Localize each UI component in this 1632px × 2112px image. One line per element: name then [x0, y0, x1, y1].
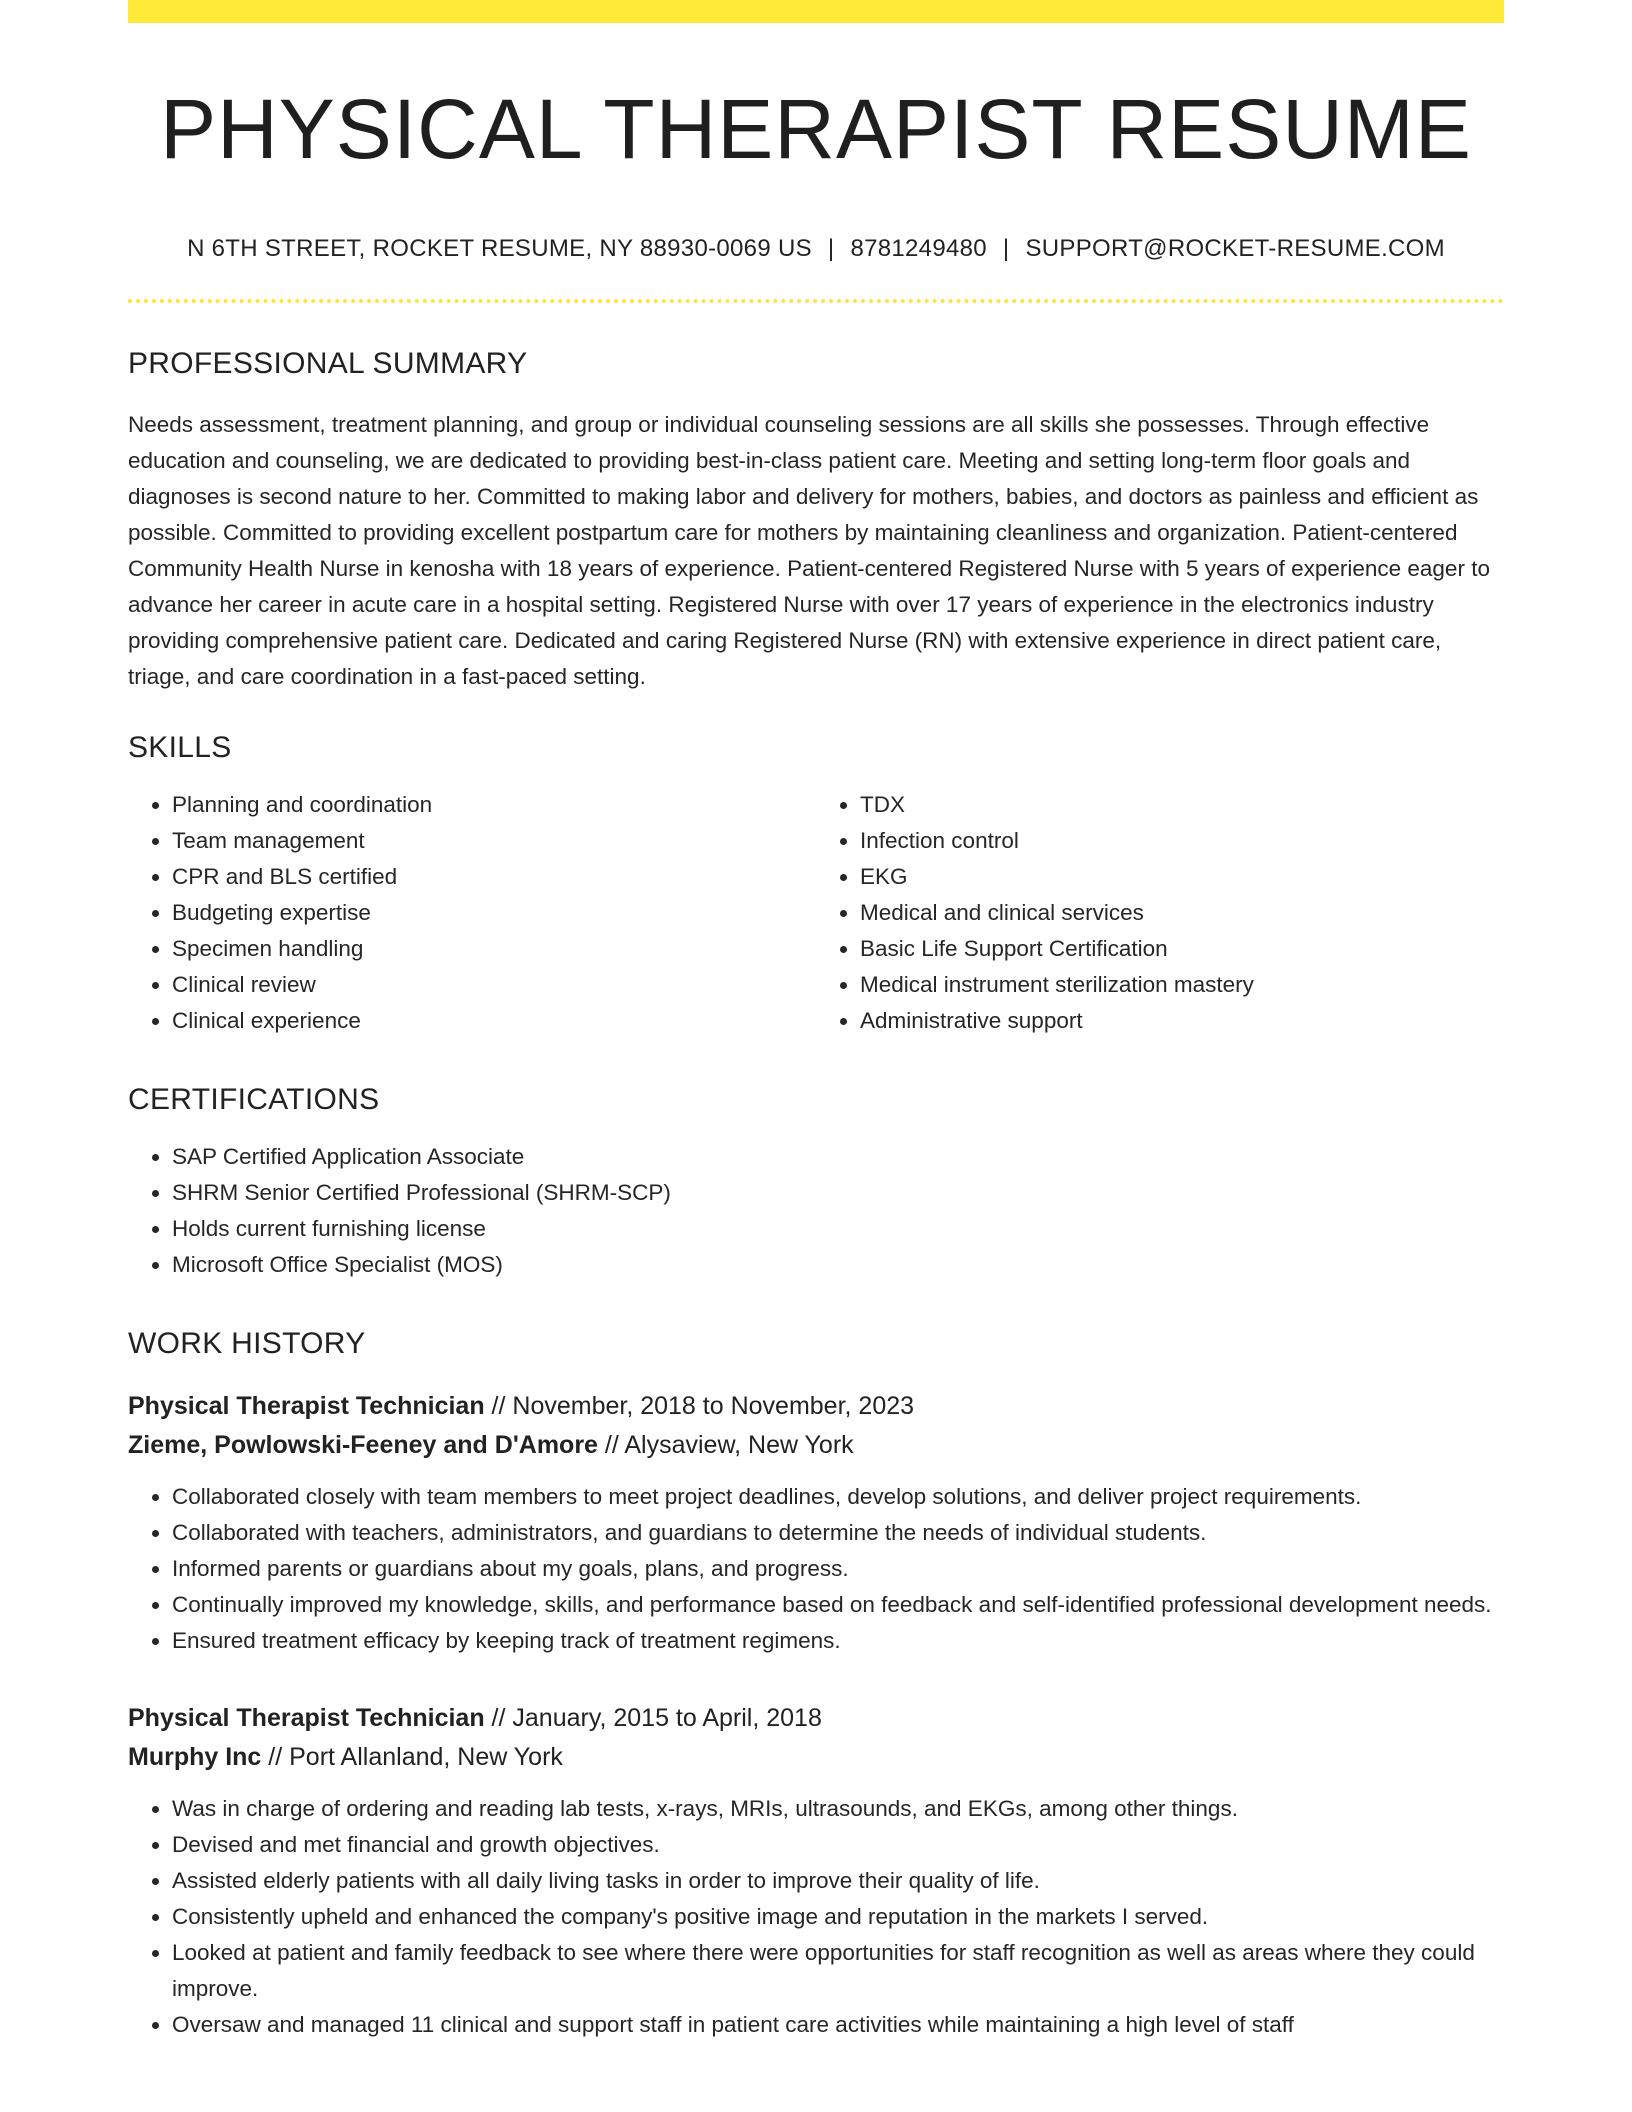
list-item: • EKG: [860, 859, 1504, 895]
list-item: • Clinical review: [172, 967, 816, 1003]
section-heading-skills: SKILLS: [128, 731, 232, 765]
list-item: • Medical and clinical services: [860, 895, 1504, 931]
job-bullets: [128, 1791, 1504, 2043]
summary-text: Needs assessment, treatment planning, and group or individual counseling sessions are all skills she possesses. Through effective education and counseling, we are dedicated to providing best-in-class patient care. Meeting and setting long-term floor goals and diagnoses is second nature to her. Committed to making labor and delivery for mothers, babies, and doctors as painless and efficient as possible. Committed to providing excellent postpartum care for mothers by maintaining cleanliness and organization. Patient-centered Community Health Nurse in kenosha with 18 years of experience. Patient-centered Registered Nurse with 5 years of experience eager to advance her career in acute care in a hospital setting. Registered Nurse with over 17 years of experience in the electronics industry providing comprehensive patient care. Dedicated and caring Registered Nurse (RN) with extensive experience in direct patient care, triage, and care coordination in a fast-paced setting.: [128, 412, 1490, 690]
list-item: • Clinical experience: [172, 1003, 816, 1039]
job-entry: [128, 1699, 1504, 2043]
list-item: • Planning and coordination: [172, 787, 816, 823]
certifications-list: [128, 1139, 1504, 1283]
list-item: • Looked at patient and family feedback to see where there were opportunities for staff recognition as well as areas where they could improve.: [172, 1935, 1504, 2007]
address: N 6TH STREET, ROCKET RESUME, NY 88930-0069 US: [187, 235, 812, 263]
certifications-section: [128, 1083, 1504, 1283]
list-item: • Oversaw and managed 11 clinical and support staff in patient care activities while maintaining a high level of staff: [172, 2007, 1504, 2043]
job-bullets: [128, 1479, 1504, 1659]
job-title-line: [128, 1699, 1504, 1738]
accent-top-bar: [128, 0, 1504, 23]
job-title: Physical Therapist Technician: [128, 1704, 485, 1733]
summary-section: [128, 347, 1504, 695]
list-item: • Budgeting expertise: [172, 895, 816, 931]
job-company-line: [128, 1738, 1504, 1777]
work-history-section: [128, 1327, 1504, 2043]
dotted-divider: [128, 299, 1504, 303]
job-entry: [128, 1387, 1504, 1659]
list-item: • Consistently upheld and enhanced the company's positive image and reputation in the markets I served.: [172, 1899, 1504, 1935]
list-item: • Basic Life Support Certification: [860, 931, 1504, 967]
email-link[interactable]: SUPPORT@ROCKET-RESUME.COM: [1025, 235, 1445, 263]
list-item: • Collaborated closely with team members to meet project deadlines, develop solutions, and deliver project requirements.: [172, 1479, 1504, 1515]
job-company-line: [128, 1426, 1504, 1465]
list-item: • Assisted elderly patients with all daily living tasks in order to improve their quality of life.: [172, 1863, 1504, 1899]
list-item: • Continually improved my knowledge, skills, and performance based on feedback and self-identified professional development needs.: [172, 1587, 1504, 1623]
section-heading-work-history: WORK HISTORY: [128, 1327, 366, 1361]
job-dates: // November, 2018 to November, 2023: [484, 1392, 915, 1421]
list-item: • Was in charge of ordering and reading lab tests, x-rays, MRIs, ultrasounds, and EKGs, among other things.: [172, 1791, 1504, 1827]
resume-title: PHYSICAL THERAPIST RESUME: [160, 82, 1472, 176]
list-item: • Microsoft Office Specialist (MOS): [172, 1247, 1504, 1283]
job-location: // Port Allanland, New York: [261, 1743, 563, 1772]
section-heading-summary: PROFESSIONAL SUMMARY: [128, 347, 528, 381]
contact-line: [128, 235, 1504, 263]
list-item: • CPR and BLS certified: [172, 859, 816, 895]
section-heading-certifications: CERTIFICATIONS: [128, 1083, 380, 1117]
list-item: • Collaborated with teachers, administrators, and guardians to determine the needs of individual students.: [172, 1515, 1504, 1551]
list-item: • Devised and met financial and growth objectives.: [172, 1827, 1504, 1863]
resume-page: [128, 0, 1504, 2043]
separator: |: [827, 235, 835, 263]
list-item: • Medical instrument sterilization mastery: [860, 967, 1504, 1003]
list-item: • SHRM Senior Certified Professional (SHRM-SCP): [172, 1175, 1504, 1211]
job-company: Murphy Inc: [128, 1743, 262, 1772]
list-item: • TDX: [860, 787, 1504, 823]
job-title: Physical Therapist Technician: [128, 1392, 485, 1421]
list-item: • Specimen handling: [172, 931, 816, 967]
skills-list-right: [816, 787, 1504, 1039]
list-item: • Holds current furnishing license: [172, 1211, 1504, 1247]
list-item: • Administrative support: [860, 1003, 1504, 1039]
list-item: • Informed parents or guardians about my goals, plans, and progress.: [172, 1551, 1504, 1587]
skills-section: [128, 731, 1504, 1039]
skills-list-left: [128, 787, 816, 1039]
job-dates: // January, 2015 to April, 2018: [484, 1704, 822, 1733]
separator: |: [1002, 235, 1010, 263]
job-company: Zieme, Powlowski-Feeney and D'Amore: [128, 1431, 598, 1460]
list-item: • SAP Certified Application Associate: [172, 1139, 1504, 1175]
job-title-line: [128, 1387, 1504, 1426]
list-item: • Team management: [172, 823, 816, 859]
phone: 8781249480: [850, 235, 987, 263]
skills-columns: [128, 765, 1504, 1039]
job-location: // Alysaview, New York: [597, 1431, 854, 1460]
list-item: • Infection control: [860, 823, 1504, 859]
list-item: • Ensured treatment efficacy by keeping track of treatment regimens.: [172, 1623, 1504, 1659]
